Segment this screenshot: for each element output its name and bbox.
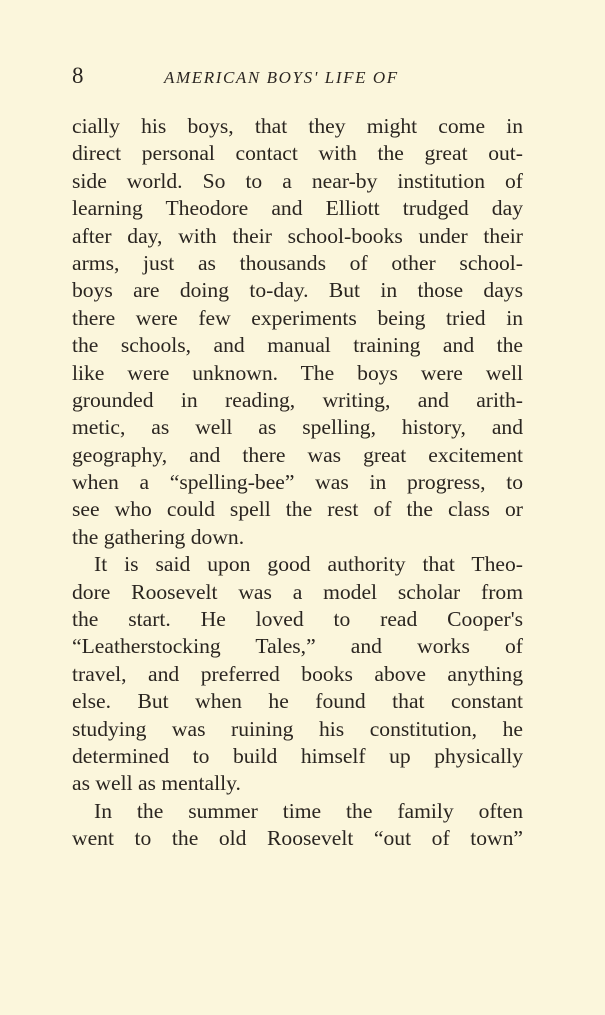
text-line: dore Roosevelt was a model scholar from (72, 579, 523, 604)
text-line: see who could spell the rest of the class or (72, 497, 523, 522)
text-line: else. But when he found that constant (72, 689, 523, 714)
text-line: after day, with their school-books under their (72, 223, 523, 248)
text-line: when a “spelling-bee” was in progress, to (72, 470, 523, 495)
text-line: like were unknown. The boys were well (72, 360, 523, 385)
text-line: boys are doing to-day. But in those days (72, 278, 523, 303)
running-title: AMERICAN BOYS' LIFE OF (164, 68, 399, 87)
text-line: geography, and there was great excitement (72, 442, 523, 467)
text-line: learning Theodore and Elliott trudged day (72, 196, 523, 221)
text-line: determined to build himself up physically (72, 743, 523, 768)
paragraph-start-line: In the summer time the family often (94, 798, 523, 823)
text-line: “Leatherstocking Tales,” and works of (72, 634, 523, 659)
text-line: there were few experiments being tried in (72, 305, 523, 330)
text-line: the start. He loved to read Cooper's (72, 607, 523, 632)
text-line: direct personal contact with the great out- (72, 141, 523, 166)
text-line: cially his boys, that they might come in (72, 114, 523, 138)
page-number: 8 (72, 63, 84, 88)
text-line: went to the old Roosevelt “out of town” (72, 826, 523, 851)
text-line: arms, just as thousands of other school- (72, 250, 523, 275)
paragraph-end-line: the gathering down. (72, 524, 245, 549)
body-text (72, 113, 523, 853)
text-line: metic, as well as spelling, history, and (72, 415, 523, 440)
text-line: travel, and preferred books above anything (72, 661, 523, 686)
text-line: the schools, and manual training and the (72, 333, 523, 358)
paragraph-start-line: It is said upon good authority that Theo- (94, 552, 523, 577)
paragraph-end-line: as well as mentally. (72, 771, 241, 796)
text-line: grounded in reading, writing, and arith- (72, 387, 523, 412)
text-line: side world. So to a near-by institution of (72, 168, 523, 193)
text-line: studying was ruining his constitution, he (72, 716, 523, 741)
running-head (72, 62, 542, 90)
